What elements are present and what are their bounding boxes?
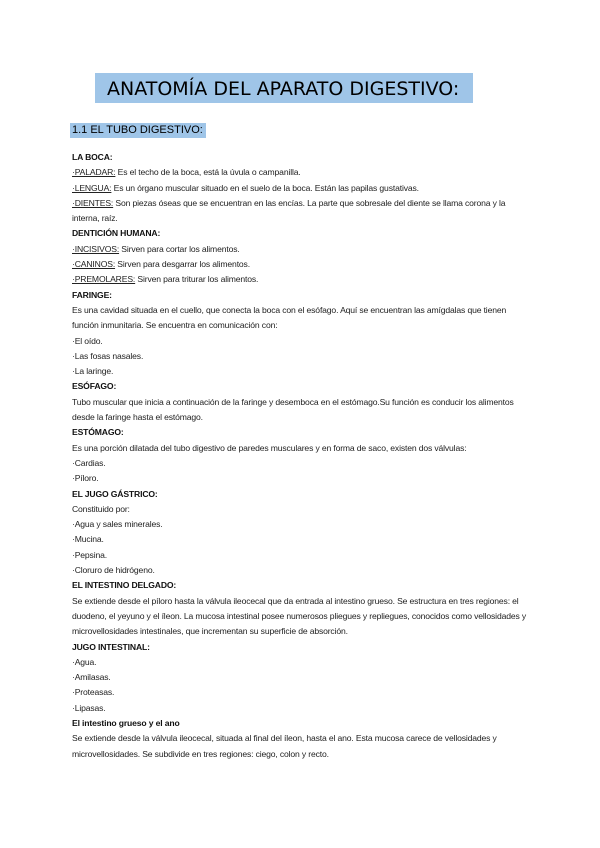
heading-intestino-grueso: El intestino grueso y el ano [72, 717, 180, 728]
list-item: ·Pepsina. [72, 549, 107, 560]
item-premolares [72, 272, 532, 287]
list-item: ·Mucina. [72, 534, 104, 545]
list-item: ·La laringe. [72, 366, 114, 377]
item-dientes [72, 196, 532, 227]
list-item: ·Lipasas. [72, 702, 106, 713]
section-subtitle: 1.1 EL TUBO DIGESTIVO: [72, 124, 203, 136]
list-item: ·Proteasas. [72, 687, 115, 698]
term-dientes: ·DIENTES: [72, 197, 114, 208]
item-paladar [72, 165, 532, 180]
paragraph-jugo-gastrico: Constituido por: [72, 503, 130, 514]
term-caninos: ·CANINOS: [72, 259, 116, 270]
heading-estomago: ESTÓMAGO: [72, 427, 124, 438]
term-premolares: ·PREMOLARES: [72, 274, 136, 285]
list-item: ·Agua y sales minerales. [72, 519, 163, 530]
text-paladar: Es el techo de la boca, está la úvula o campanilla. [115, 167, 301, 178]
heading-esofago: ESÓFAGO: [72, 381, 117, 392]
heading-jugo-intestinal: JUGO INTESTINAL: [72, 641, 150, 652]
paragraph-estomago: Es una porción dilatada del tubo digestivo de paredes musculares y en forma de saco, existen dos válvulas: [72, 442, 467, 453]
term-incisivos: ·INCISIVOS: [72, 243, 120, 254]
term-lengua: ·LENGUA: [72, 182, 112, 193]
list-item: ·Agua. [72, 656, 97, 667]
item-incisivos [72, 242, 532, 257]
page-title: ANATOMÍA DEL APARATO DIGESTIVO: [107, 78, 460, 100]
heading-faringe: FARINGE: [72, 289, 112, 300]
text-dientes: Son piezas óseas que se encuentran en las encías. La parte que sobresale del diente se llama corona y la interna, raíz. [72, 197, 506, 224]
list-item: ·Cloruro de hidrógeno. [72, 565, 155, 576]
item-lengua [72, 181, 532, 196]
text-lengua: Es un órgano muscular situado en el suelo de la boca. Están las papilas gustativas. [111, 182, 419, 193]
paragraph-esofago: Tubo muscular que inicia a continuación de la faringe y desemboca en el estómago.Su función es conducir los alimentos desde la faringe hasta el estómago. [72, 396, 514, 423]
heading-denticion: DENTICIÓN HUMANA: [72, 228, 161, 239]
text-caninos: Sirven para desgarrar los alimentos. [115, 259, 250, 270]
text-incisivos: Sirven para cortar los alimentos. [119, 243, 240, 254]
list-item: ·Píloro. [72, 473, 99, 484]
term-paladar: ·PALADAR: [72, 167, 116, 178]
text-premolares: Sirven para triturar los alimentos. [135, 274, 259, 285]
heading-boca: LA BOCA: [72, 152, 113, 162]
list-item: ·Amilasas. [72, 672, 111, 683]
document-body [72, 150, 532, 762]
list-item: ·Cardias. [72, 457, 106, 468]
list-item: ·El oído. [72, 335, 103, 346]
paragraph-intestino-delgado: Se extiende desde el píloro hasta la válvula ileocecal que da entrada al intestino grueso. Se estructura en tres regiones: el duodeno, el yeyuno y el íleon. La mucosa intestinal posee numerosos pliegues y repliegues, conocidos como vellosidades y microvellosidades intestinales, que incrementan su superficie de absorción. [72, 595, 526, 637]
paragraph-faringe: Es una cavidad situada en el cuello, que conecta la boca con el esófago. Aquí se encuentran las amígdalas que tienen función inmunitaria. Se encuentra en comunicación con: [72, 304, 507, 331]
paragraph-intestino-grueso: Se extiende desde la válvula ileocecal, situada al final del íleon, hasta el ano. Esta mucosa carece de vellosidades y microvellosidades. Se subdivide en tres regiones: ciego, colon y recto. [72, 733, 497, 759]
list-item: ·Las fosas nasales. [72, 350, 144, 361]
item-caninos [72, 257, 532, 272]
heading-intestino-delgado: EL INTESTINO DELGADO: [72, 580, 177, 591]
heading-jugo-gastrico: EL JUGO GÁSTRICO: [72, 488, 158, 499]
